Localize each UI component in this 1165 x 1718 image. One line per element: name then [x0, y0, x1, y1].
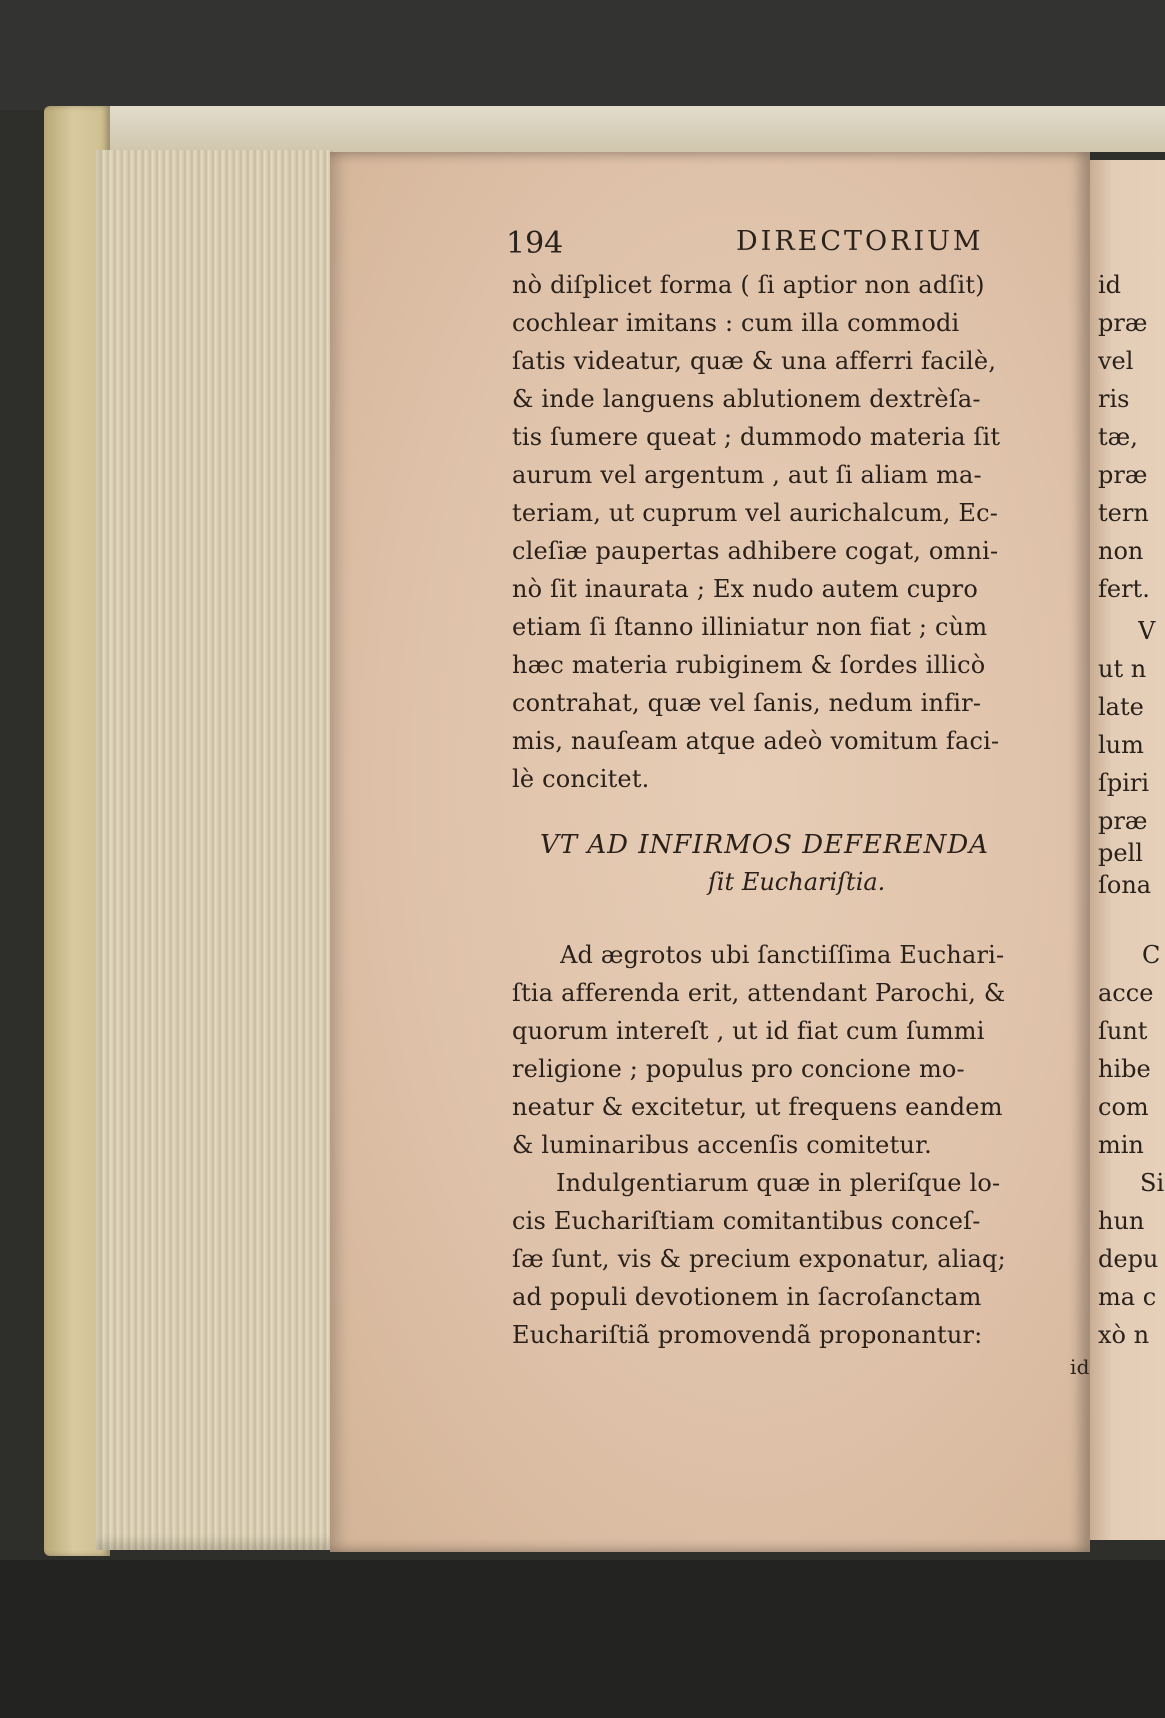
text-line: mis, nauſeam atque adeò vomitum faci- — [512, 727, 1000, 755]
facing-text-line: com — [1098, 1093, 1149, 1121]
background-top — [0, 0, 1165, 110]
text-line: nò diſplicet forma ( ſi aptior non adſit) — [512, 271, 985, 299]
text-line: religione ; populus pro concione mo- — [512, 1055, 965, 1083]
text-line: neatur & excitetur, ut frequens eandem — [512, 1093, 1003, 1121]
facing-text-line: vel — [1098, 347, 1134, 375]
facing-text-line: Si — [1140, 1169, 1165, 1197]
facing-text-line: ſona — [1098, 871, 1152, 899]
facing-text-line: tæ, — [1098, 423, 1138, 451]
facing-text-line: præ — [1098, 807, 1148, 835]
facing-text-line: V — [1138, 617, 1156, 645]
facing-text-line: ma c — [1098, 1283, 1157, 1311]
section-heading-subline: ſit Euchariſtia. — [708, 868, 886, 896]
text-line: lè concitet. — [512, 765, 650, 793]
page-edges — [96, 150, 336, 1550]
text-line: ſatis videatur, quæ & una afferri facilè, — [512, 347, 997, 375]
facing-text-line: xò n — [1098, 1321, 1150, 1349]
facing-text-line: ſpiri — [1098, 769, 1150, 797]
facing-text-line: præ — [1098, 461, 1148, 489]
page-number: 194 — [506, 226, 564, 261]
text-line: ſæ ſunt, vis & precium exponatur, aliaq; — [512, 1245, 1006, 1273]
text-line: hæc materia rubiginem & ſordes illicò — [512, 651, 986, 679]
text-line: cochlear imitans : cum illa commodi — [512, 309, 960, 337]
text-line: & inde languens ablutionem dextrèſa- — [512, 385, 981, 413]
facing-text-line: fert. — [1098, 575, 1150, 603]
background-bottom — [0, 1560, 1165, 1718]
text-line: ſtia afferenda erit, attendant Parochi, & — [512, 979, 1006, 1007]
text-line: quorum intereſt , ut id fiat cum ſummi — [512, 1017, 985, 1045]
catchword: id — [1070, 1355, 1090, 1379]
facing-text-line: late — [1098, 693, 1144, 721]
text-line: etiam ſi ſtanno illiniatur non fiat ; cùm — [512, 613, 988, 641]
facing-text-line: ris — [1098, 385, 1130, 413]
facing-text-line: min — [1098, 1131, 1144, 1159]
facing-text-line: id — [1098, 271, 1122, 299]
facing-text-line: lum — [1098, 731, 1144, 759]
facing-text-line: depu — [1098, 1245, 1159, 1273]
text-line: & luminaribus accenſis comitetur. — [512, 1131, 932, 1159]
text-line: nò ſit inaurata ; Ex nudo autem cupro — [512, 575, 978, 603]
running-head: DIRECTORIUM — [736, 226, 984, 257]
facing-text-line: ſunt — [1098, 1017, 1148, 1045]
book-cover-top — [60, 106, 1165, 152]
text-line: contrahat, quæ vel ſanis, nedum infir- — [512, 689, 982, 717]
text-line: Euchariſtiã promovendã proponantur: — [512, 1321, 983, 1349]
text-line: Ad ægrotos ubi ſanctiſſima Euchari- — [560, 941, 1005, 969]
facing-text-line: C — [1142, 941, 1161, 969]
page-header — [506, 226, 1006, 266]
facing-text-line: acce — [1098, 979, 1154, 1007]
text-line: Indulgentiarum quæ in pleriſque lo- — [556, 1169, 1001, 1197]
facing-text-line: pell — [1098, 839, 1143, 867]
facing-text-line: ut n — [1098, 655, 1147, 683]
text-line: teriam, ut cuprum vel aurichalcum, Ec- — [512, 499, 999, 527]
facing-text-line: hibe — [1098, 1055, 1151, 1083]
text-line: aurum vel argentum , aut ſi aliam ma- — [512, 461, 982, 489]
text-line: tis ſumere queat ; dummodo materia ſit — [512, 423, 1001, 451]
section-heading: VT AD INFIRMOS DEFERENDA — [540, 830, 989, 860]
facing-text-line: hun — [1098, 1207, 1145, 1235]
text-line: ad populi devotionem in ſacroſanctam — [512, 1283, 982, 1311]
text-line: cleſiæ paupertas adhibere cogat, omni- — [512, 537, 999, 565]
text-line: cis Euchariſtiam comitantibus conceſ- — [512, 1207, 981, 1235]
facing-text-line: præ — [1098, 309, 1148, 337]
facing-text-line: non — [1098, 537, 1144, 565]
facing-text-line: tern — [1098, 499, 1149, 527]
